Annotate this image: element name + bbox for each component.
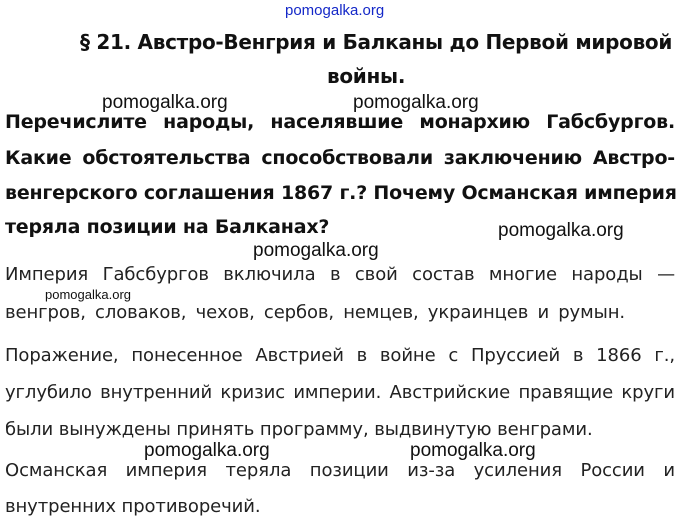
question-line-4: теряла позиции на Балканах?: [5, 216, 330, 238]
answer-2-line-2: углубило внутренний кризис империи. Австрийские правящие круги: [5, 382, 675, 403]
watermark-5: pomogalka.org: [45, 287, 131, 302]
section-title-line-2: войны.: [327, 64, 406, 88]
answer-3-line-1: Османская империя теряла позиции из-за усиления России и: [5, 460, 675, 481]
section-title-line-1: § 21. Австро-Венгрия и Балканы до Первой мировой: [80, 30, 673, 54]
answer-1-line-1: Империя Габсбургов включила в свой состав многие народы —: [5, 264, 675, 285]
question-line-2: Какие обстоятельства способствовали заключению Австро-: [5, 147, 675, 169]
watermark-2: pomogalka.org: [353, 92, 479, 113]
question-line-3: венгерского соглашения 1867 г.? Почему Османская империя: [5, 182, 677, 204]
watermark-4: pomogalka.org: [253, 240, 379, 261]
answer-3-line-2: внутренних противоречий.: [5, 496, 261, 517]
watermark-3: pomogalka.org: [498, 220, 624, 241]
question-line-1: Перечислите народы, населявшие монархию Габсбургов.: [5, 111, 675, 133]
watermark-7: pomogalka.org: [410, 440, 536, 461]
answer-2-line-3: были вынуждены принять программу, выдвинутую венграми.: [5, 419, 593, 440]
watermark-top: pomogalka.org: [285, 2, 385, 19]
watermark-1: pomogalka.org: [102, 92, 228, 113]
answer-1-line-2: венгров, словаков, чехов, сербов, немцев, украинцев и румын.: [5, 302, 625, 323]
watermark-6: pomogalka.org: [144, 440, 270, 461]
answer-2-line-1: Поражение, понесенное Австрией в войне с Пруссией в 1866 г.,: [5, 345, 675, 366]
